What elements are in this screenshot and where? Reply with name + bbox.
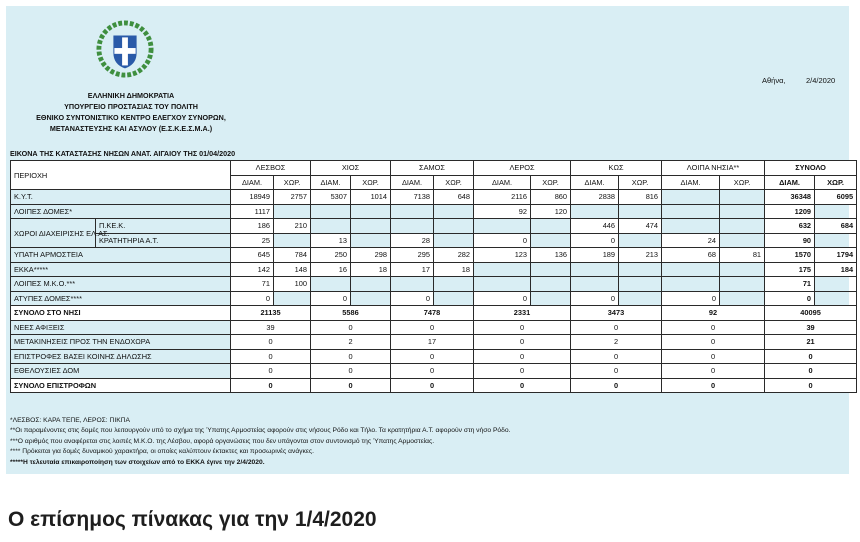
- row-label: ΚΡΑΤΗΤΗΡΙΑ Α.Τ.: [96, 233, 231, 248]
- table-row: [11, 262, 857, 277]
- diam-subheader: ΔΙΑΜ.: [474, 175, 531, 190]
- table-cell: [391, 204, 434, 219]
- row-label: ΣΥΝΟΛΟ ΕΠΙΣΤΡΟΦΩΝ: [11, 378, 231, 393]
- table-cell: [531, 233, 571, 248]
- table-cell: [571, 262, 619, 277]
- total-cell: 0: [311, 378, 391, 393]
- island-header: ΣΑΜΟΣ: [391, 161, 474, 176]
- table-cell: 784: [274, 248, 311, 263]
- table-cell: 0: [662, 349, 765, 364]
- row-label: ΜΕΤΑΚΙΝΗΣΕΙΣ ΠΡΟΣ ΤΗΝ ΕΝΔΟΧΩΡΑ: [11, 335, 231, 350]
- row-label: ΛΟΙΠΕΣ Μ.Κ.Ο.***: [11, 277, 231, 292]
- table-cell: [351, 204, 391, 219]
- total-cell: 0: [391, 378, 474, 393]
- table-cell: 0: [311, 320, 391, 335]
- xor-subheader: ΧΩΡ.: [531, 175, 571, 190]
- total-cell: 2331: [474, 306, 571, 321]
- total-cell: 0: [765, 378, 857, 393]
- table-cell: 295: [391, 248, 434, 263]
- row-label: ΕΘΕΛΟΥΣΙΕΣ ΔΟΜ: [11, 364, 231, 379]
- table-cell: 2: [311, 335, 391, 350]
- footnote: **** Πρόκειται για δομές δυναμικού χαρακτήρα, οι οποίες καλύπτουν έκτακτες και προσωρινές ανάγκες.: [10, 448, 314, 456]
- total-cell: 21135: [231, 306, 311, 321]
- table-row: [11, 335, 857, 350]
- table-cell: 0: [311, 349, 391, 364]
- table-cell: 0: [662, 335, 765, 350]
- table-cell: 0: [391, 320, 474, 335]
- table-cell: 18: [351, 262, 391, 277]
- table-cell: 92: [474, 204, 531, 219]
- table-cell: 120: [531, 204, 571, 219]
- table-cell: 142: [231, 262, 274, 277]
- table-cell: [311, 277, 351, 292]
- island-status-table: [10, 160, 857, 393]
- island-header: ΧΙΟΣ: [311, 161, 391, 176]
- table-cell: 250: [311, 248, 351, 263]
- table-cell: 298: [351, 248, 391, 263]
- table-cell: 0: [474, 349, 571, 364]
- table-cell: 2838: [571, 190, 619, 205]
- table-cell: 816: [619, 190, 662, 205]
- table-cell: 2116: [474, 190, 531, 205]
- table-cell: 0: [662, 320, 765, 335]
- row-label: ΝΕΕΣ ΑΦΙΞΕΙΣ: [11, 320, 231, 335]
- header-line: ΕΘΝΙΚΟ ΣΥΝΤΟΝΙΣΤΙΚΟ ΚΕΝΤΡΟ ΕΛΕΓΧΟΥ ΣΥΝΟΡΩΝ,: [36, 113, 226, 122]
- table-cell: 0: [311, 364, 391, 379]
- table-row: [11, 190, 857, 205]
- table-cell: 36348: [765, 190, 815, 205]
- table-cell: 0: [391, 364, 474, 379]
- spaces-label: ΧΩΡΟΙ ΔΙΑΧΕΙΡΙΣΗΣ ΕΛ.ΑΣ.: [11, 219, 96, 248]
- ministry-header: [6, 90, 256, 134]
- table-cell: [274, 291, 311, 306]
- table-cell: 860: [531, 190, 571, 205]
- header-line: ΕΛΛΗΝΙΚΗ ΔΗΜΟΚΡΑΤΙΑ: [87, 91, 175, 100]
- table-cell: [571, 204, 619, 219]
- table-cell: 210: [274, 219, 311, 234]
- snapshot-title: ΕΙΚΟΝΑ ΤΗΣ ΚΑΤΑΣΤΑΣΗΣ ΝΗΣΩΝ ΑΝΑΤ. ΑΙΓΑΙΟΥ ΤΗΣ 01/04/2020: [10, 149, 236, 158]
- table-cell: [311, 219, 351, 234]
- table-row: [11, 320, 857, 335]
- table-cell: 186: [231, 219, 274, 234]
- table-cell: 39: [231, 320, 311, 335]
- table-cell: [815, 291, 857, 306]
- table-cell: 0: [474, 364, 571, 379]
- table-cell: 1570: [765, 248, 815, 263]
- table-cell: [619, 291, 662, 306]
- row-label: ΕΚΚΑ*****: [11, 262, 231, 277]
- total-cell: 5586: [311, 306, 391, 321]
- table-cell: 17: [391, 335, 474, 350]
- table-row: [11, 248, 857, 263]
- table-cell: [720, 204, 765, 219]
- row-label: Κ.Υ.Τ.: [11, 190, 231, 205]
- table-cell: [351, 233, 391, 248]
- table-cell: [619, 277, 662, 292]
- header-line: ΜΕΤΑΝΑΣΤΕΥΣΗΣ ΚΑΙ ΑΣΥΛΟΥ (Ε.Σ.Κ.Ε.Σ.Μ.Α.): [49, 124, 213, 133]
- table-cell: 16: [311, 262, 351, 277]
- total-cell: 0: [474, 378, 571, 393]
- table-cell: [351, 291, 391, 306]
- table-cell: [815, 277, 857, 292]
- table-cell: 0: [391, 349, 474, 364]
- table-cell: [434, 219, 474, 234]
- table-cell: 0: [231, 349, 311, 364]
- table-total-row: [11, 306, 857, 321]
- table-cell: [391, 277, 434, 292]
- table-cell: [619, 262, 662, 277]
- footnote: ***Ο αριθμός που αναφέρεται στις λοιπές Μ.Κ.Ο. της Λέσβου, αφορά οργανώσεις που δεν υπάγονται στον συντονισμό της Ύπατης Αρμοστείας.: [10, 437, 435, 445]
- table-cell: [351, 277, 391, 292]
- table-row: [11, 364, 857, 379]
- row-label: ΑΤΥΠΕΣ ΔΟΜΕΣ****: [11, 291, 231, 306]
- table-cell: 6095: [815, 190, 857, 205]
- total-cell: 7478: [391, 306, 474, 321]
- table-cell: 0: [571, 233, 619, 248]
- region-header: ΠΕΡΙΟΧΗ: [11, 161, 231, 190]
- xor-subheader: ΧΩΡ.: [351, 175, 391, 190]
- table-cell: 148: [274, 262, 311, 277]
- row-label: ΕΠΙΣΤΡΟΦΕΣ ΒΑΣΕΙ ΚΟΙΝΗΣ ΔΗΛΩΣΗΣ: [11, 349, 231, 364]
- table-cell: [474, 262, 531, 277]
- table-cell: 0: [311, 291, 351, 306]
- table-cell: 71: [231, 277, 274, 292]
- table-cell: 648: [434, 190, 474, 205]
- table-cell: [531, 277, 571, 292]
- footnote: *****Η τελευταία επικαιροποίηση των στοιχείων από το ΕΚΚΑ έγινε την 2/4/2020.: [10, 458, 265, 466]
- xor-subheader: ΧΩΡ.: [619, 175, 662, 190]
- table-cell: 24: [662, 233, 720, 248]
- row-label: ΥΠΑΤΗ ΑΡΜΟΣΤΕΙΑ: [11, 248, 231, 263]
- table-cell: 0: [571, 320, 662, 335]
- footnote: **Οι παραμένοντες στις δομές που λειτουργούν υπό το σχήμα της Ύπατης Αρμοστείας αφορούν στις νήσους Ρόδο και Τήλο. Τα κρατητήρια Α.Τ. αφορούν στη νήσο Ρόδο.: [10, 427, 511, 435]
- table-cell: 446: [571, 219, 619, 234]
- table-cell: [720, 291, 765, 306]
- table-cell: 68: [662, 248, 720, 263]
- page-caption: Ο επίσημος πίνακας για την 1/4/2020: [8, 508, 377, 531]
- table-cell: [531, 291, 571, 306]
- table-cell: [720, 277, 765, 292]
- table-cell: 175: [765, 262, 815, 277]
- table-cell: 0: [474, 335, 571, 350]
- table-cell: [720, 262, 765, 277]
- footnote: *ΛΕΣΒΟΣ: ΚΑΡΑ ΤΕΠΕ, ΛΕΡΟΣ: ΠΙΚΠΑ: [10, 417, 130, 424]
- table-cell: 189: [571, 248, 619, 263]
- diam-subheader: ΔΙΑΜ.: [391, 175, 434, 190]
- island-header: ΛΕΣΒΟΣ: [231, 161, 311, 176]
- table-cell: [531, 262, 571, 277]
- greek-coat-of-arms-icon: [96, 20, 154, 78]
- table-cell: 90: [765, 233, 815, 248]
- table-cell: [662, 277, 720, 292]
- total-cell: 0: [662, 378, 765, 393]
- table-cell: 282: [434, 248, 474, 263]
- table-cell: [351, 219, 391, 234]
- table-cell: 1794: [815, 248, 857, 263]
- table-row: [11, 219, 857, 234]
- xor-subheader: ΧΩΡ.: [815, 175, 857, 190]
- table-cell: [720, 219, 765, 234]
- table-cell: 684: [815, 219, 857, 234]
- row-label: ΣΥΝΟΛΟ ΣΤΟ ΝΗΣΙ: [11, 306, 231, 321]
- table-row: [11, 349, 857, 364]
- table-cell: [662, 262, 720, 277]
- table-cell: 2757: [274, 190, 311, 205]
- table-cell: [662, 190, 720, 205]
- diam-subheader: ΔΙΑΜ.: [662, 175, 720, 190]
- table-cell: [434, 204, 474, 219]
- table-cell: 0: [571, 364, 662, 379]
- table-row: [11, 291, 857, 306]
- table-cell: 0: [231, 364, 311, 379]
- document-scan: [6, 6, 854, 474]
- table-cell: 0: [765, 349, 857, 364]
- row-label: Π.ΚΕ.Κ.: [96, 219, 231, 234]
- table-cell: 100: [274, 277, 311, 292]
- table-cell: 0: [662, 364, 765, 379]
- table-cell: 17: [391, 262, 434, 277]
- table-cell: 18: [434, 262, 474, 277]
- total-cell: 0: [231, 378, 311, 393]
- table-cell: [434, 233, 474, 248]
- table-cell: 0: [765, 291, 815, 306]
- total-cell: 92: [662, 306, 765, 321]
- table-cell: 1117: [231, 204, 274, 219]
- diam-subheader: ΔΙΑΜ.: [571, 175, 619, 190]
- table-cell: 213: [619, 248, 662, 263]
- table-cell: 0: [765, 364, 857, 379]
- table-cell: 71: [765, 277, 815, 292]
- table-cell: 13: [311, 233, 351, 248]
- table-cell: [619, 233, 662, 248]
- table-cell: 21: [765, 335, 857, 350]
- table-cell: [434, 291, 474, 306]
- xor-subheader: ΧΩΡ.: [720, 175, 765, 190]
- table-cell: [720, 233, 765, 248]
- island-header: ΣΥΝΟΛΟ: [765, 161, 857, 176]
- table-cell: 123: [474, 248, 531, 263]
- table-cell: 0: [474, 233, 531, 248]
- table-cell: 0: [571, 291, 619, 306]
- table-cell: 2: [571, 335, 662, 350]
- xor-subheader: ΧΩΡ.: [274, 175, 311, 190]
- table-cell: [474, 277, 531, 292]
- table-cell: 0: [474, 291, 531, 306]
- table-cell: [815, 233, 857, 248]
- total-cell: 0: [571, 378, 662, 393]
- table-cell: [662, 219, 720, 234]
- header-line: ΥΠΟΥΡΓΕΙΟ ΠΡΟΣΤΑΣΙΑΣ ΤΟΥ ΠΟΛΙΤΗ: [64, 102, 198, 111]
- table-cell: 1209: [765, 204, 815, 219]
- table-cell: 25: [231, 233, 274, 248]
- table-cell: [531, 219, 571, 234]
- table-cell: [720, 190, 765, 205]
- table-cell: 28: [391, 233, 434, 248]
- island-header: ΛΕΡΟΣ: [474, 161, 571, 176]
- diam-subheader: ΔΙΑΜ.: [231, 175, 274, 190]
- table-row: [11, 277, 857, 292]
- footnotes: [10, 416, 510, 468]
- table-cell: 0: [231, 291, 274, 306]
- table-cell: [619, 204, 662, 219]
- table-cell: 0: [391, 291, 434, 306]
- table-cell: 645: [231, 248, 274, 263]
- table-cell: [274, 204, 311, 219]
- table-cell: [311, 204, 351, 219]
- table-header-row: [11, 161, 857, 176]
- date-label: 2/4/2020: [806, 76, 836, 85]
- table-cell: 5307: [311, 190, 351, 205]
- table-cell: 184: [815, 262, 857, 277]
- table-cell: 18949: [231, 190, 274, 205]
- xor-subheader: ΧΩΡ.: [434, 175, 474, 190]
- table-row: [11, 233, 857, 248]
- table-cell: [815, 204, 857, 219]
- table-cell: [274, 233, 311, 248]
- table-cell: 39: [765, 320, 857, 335]
- table-cell: 0: [231, 335, 311, 350]
- table-cell: 474: [619, 219, 662, 234]
- table-cell: 632: [765, 219, 815, 234]
- total-cell: 40095: [765, 306, 857, 321]
- table-cell: [571, 277, 619, 292]
- table-cell: 136: [531, 248, 571, 263]
- diam-subheader: ΔΙΑΜ.: [311, 175, 351, 190]
- table-cell: 0: [474, 320, 571, 335]
- table-total-row: [11, 378, 857, 393]
- table-cell: 1014: [351, 190, 391, 205]
- row-label: ΛΟΙΠΕΣ ΔΟΜΕΣ*: [11, 204, 231, 219]
- table-cell: [662, 204, 720, 219]
- table-cell: 0: [662, 291, 720, 306]
- table-cell: 0: [571, 349, 662, 364]
- table-cell: 7138: [391, 190, 434, 205]
- table-row: [11, 204, 857, 219]
- island-header: ΚΩΣ: [571, 161, 662, 176]
- table-cell: [391, 219, 434, 234]
- table-cell: 81: [720, 248, 765, 263]
- table-cell: [434, 277, 474, 292]
- island-header: ΛΟΙΠΑ ΝΗΣΙΑ**: [662, 161, 765, 176]
- table-cell: [474, 219, 531, 234]
- diam-subheader: ΔΙΑΜ.: [765, 175, 815, 190]
- total-cell: 3473: [571, 306, 662, 321]
- place-label: Αθήνα,: [762, 76, 786, 85]
